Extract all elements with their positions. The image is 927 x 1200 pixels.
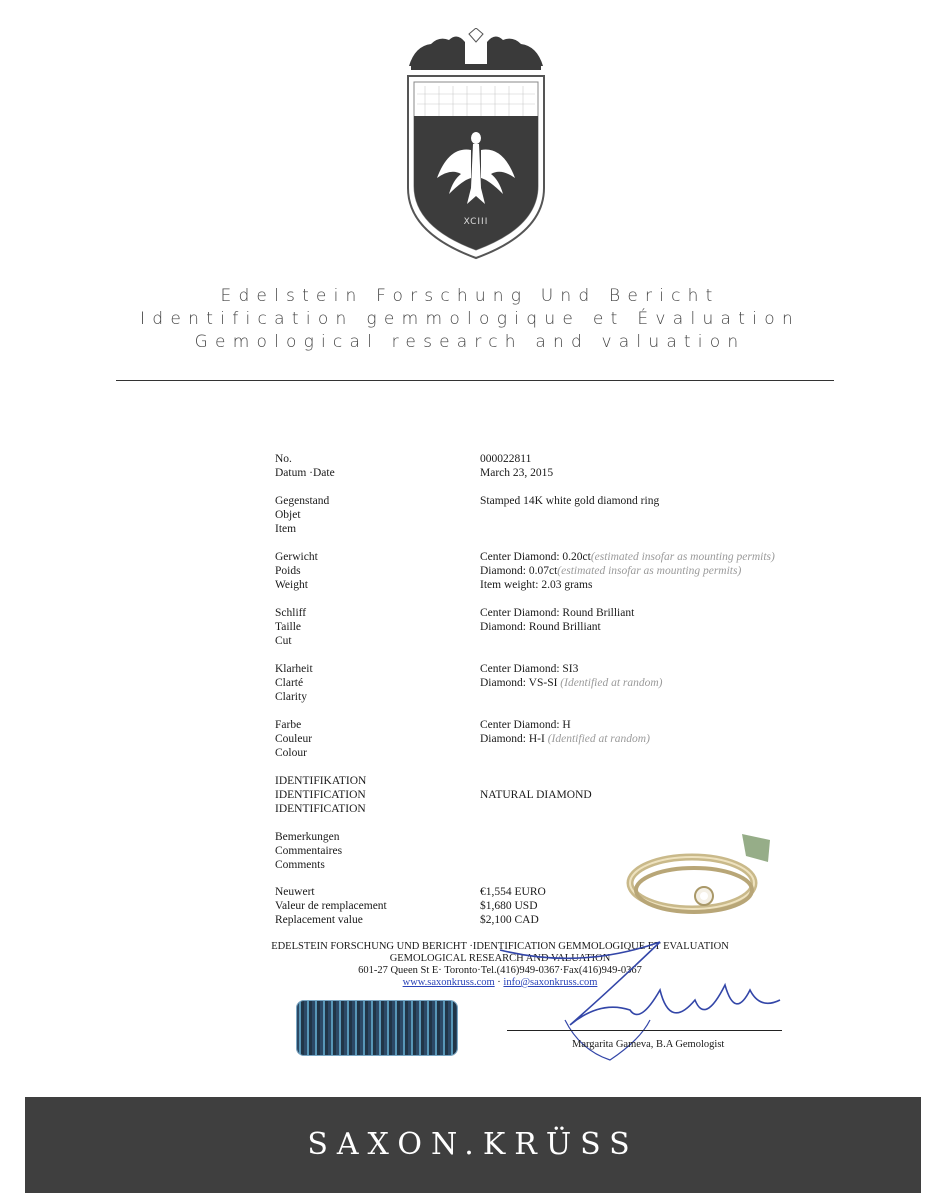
date-value: March 23, 2015 <box>480 467 554 479</box>
brand-name: SAXON.KRÜSS <box>307 1127 639 1162</box>
colour-value-diamond-note: (Identified at random) <box>547 733 650 745</box>
ring-photo <box>622 828 772 928</box>
header-divider <box>116 380 834 381</box>
email-link[interactable]: info@saxonkruss.com <box>503 977 598 988</box>
clarity-label-de: Klarheit <box>275 663 313 675</box>
header-line-french: Identification gemmologique et Évaluation <box>139 309 801 329</box>
colour-label-en: Colour <box>275 747 307 759</box>
weight-value-diamond <box>480 564 741 578</box>
item-label-de: Gegenstand <box>275 495 330 507</box>
cut-label-en: Cut <box>275 635 292 647</box>
comment-label-fr: Commentaires <box>275 845 343 857</box>
clarity-value-center: Center Diamond: SI3 <box>480 663 579 675</box>
signature-line <box>507 1030 782 1031</box>
ident-value: NATURAL DIAMOND <box>480 789 592 801</box>
item-label-en: Item <box>275 523 297 535</box>
colour-label-fr: Couleur <box>275 733 313 745</box>
comment-label-de: Bemerkungen <box>275 831 340 843</box>
no-label: No. <box>275 453 292 465</box>
header-line-english: Gemological research and valuation <box>194 332 746 352</box>
header-line-german: Edelstein Forschung Und Bericht <box>220 286 720 306</box>
weight-value-center <box>480 550 775 564</box>
weight-value-diamond-note: (estimated insofar as mounting permits) <box>557 565 742 577</box>
cut-label-de: Schliff <box>275 607 307 619</box>
value-cad: $2,100 CAD <box>480 914 539 926</box>
value-eur: €1,554 EURO <box>480 886 546 898</box>
clarity-value-diamond-text: Diamond: VS-SI <box>480 677 558 689</box>
weight-label-de: Gerwicht <box>275 551 318 563</box>
footer-company-line: EDELSTEIN FORSCHUNG UND BERICHT ·IDENTIFICATION GEMMOLOGIQUE ET EVALUATION <box>271 941 729 952</box>
cut-value-diamond: Diamond: Round Brilliant <box>480 621 601 633</box>
signatory-name: Margarita Gameva, B.A Gemologist <box>572 1039 725 1050</box>
clarity-label-en: Clarity <box>275 691 307 703</box>
website-link[interactable]: www.saxonkruss.com <box>402 977 495 988</box>
ident-label-en: IDENTIFICATION <box>275 803 366 815</box>
crest-numeral: XCIII <box>463 217 489 227</box>
footer-subtitle-line: GEMOLOGICAL RESEARCH AND VALUATION <box>389 953 611 964</box>
hologram-seal <box>296 1000 458 1056</box>
colour-value-center: Center Diamond: H <box>480 719 571 731</box>
ident-label-de: IDENTIFIKATION <box>275 775 367 787</box>
value-label-de: Neuwert <box>275 886 315 898</box>
comment-label-en: Comments <box>275 859 325 871</box>
colour-value-diamond-text: Diamond: H-I <box>480 733 545 745</box>
item-label-fr: Objet <box>275 509 301 521</box>
colour-label-de: Farbe <box>275 719 302 731</box>
value-label-fr: Valeur de remplacement <box>275 900 387 912</box>
weight-value-item: Item weight: 2.03 grams <box>480 579 593 591</box>
crest-logo <box>405 28 547 260</box>
weight-label-en: Weight <box>275 579 308 591</box>
cut-label-fr: Taille <box>275 621 302 633</box>
contact-separator: · <box>494 977 504 988</box>
clarity-value-diamond <box>480 676 663 690</box>
weight-value-diamond-text: Diamond: 0.07ct <box>480 565 558 577</box>
weight-value-center-text: Center Diamond: 0.20ct <box>480 551 591 563</box>
item-value: Stamped 14K white gold diamond ring <box>480 495 660 507</box>
footer-address-line: 601-27 Queen St E· Toronto·Tel.(416)949-0367·Fax(416)949-0367 <box>358 965 642 976</box>
clarity-label-fr: Clarté <box>275 677 304 689</box>
weight-label-fr: Poids <box>275 565 301 577</box>
clarity-value-diamond-note: (Identified at random) <box>560 677 663 689</box>
value-usd: $1,680 USD <box>480 900 538 912</box>
colour-value-diamond <box>480 732 650 746</box>
cut-value-center: Center Diamond: Round Brilliant <box>480 607 635 619</box>
value-label-en: Replacement value <box>275 914 363 926</box>
brand-banner <box>25 1097 921 1193</box>
date-label: Datum ·Date <box>275 467 335 479</box>
ident-label-fr: IDENTIFICATION <box>275 789 366 801</box>
weight-value-center-note: (estimated insofar as mounting permits) <box>590 551 775 563</box>
no-value: 000022811 <box>480 453 532 465</box>
